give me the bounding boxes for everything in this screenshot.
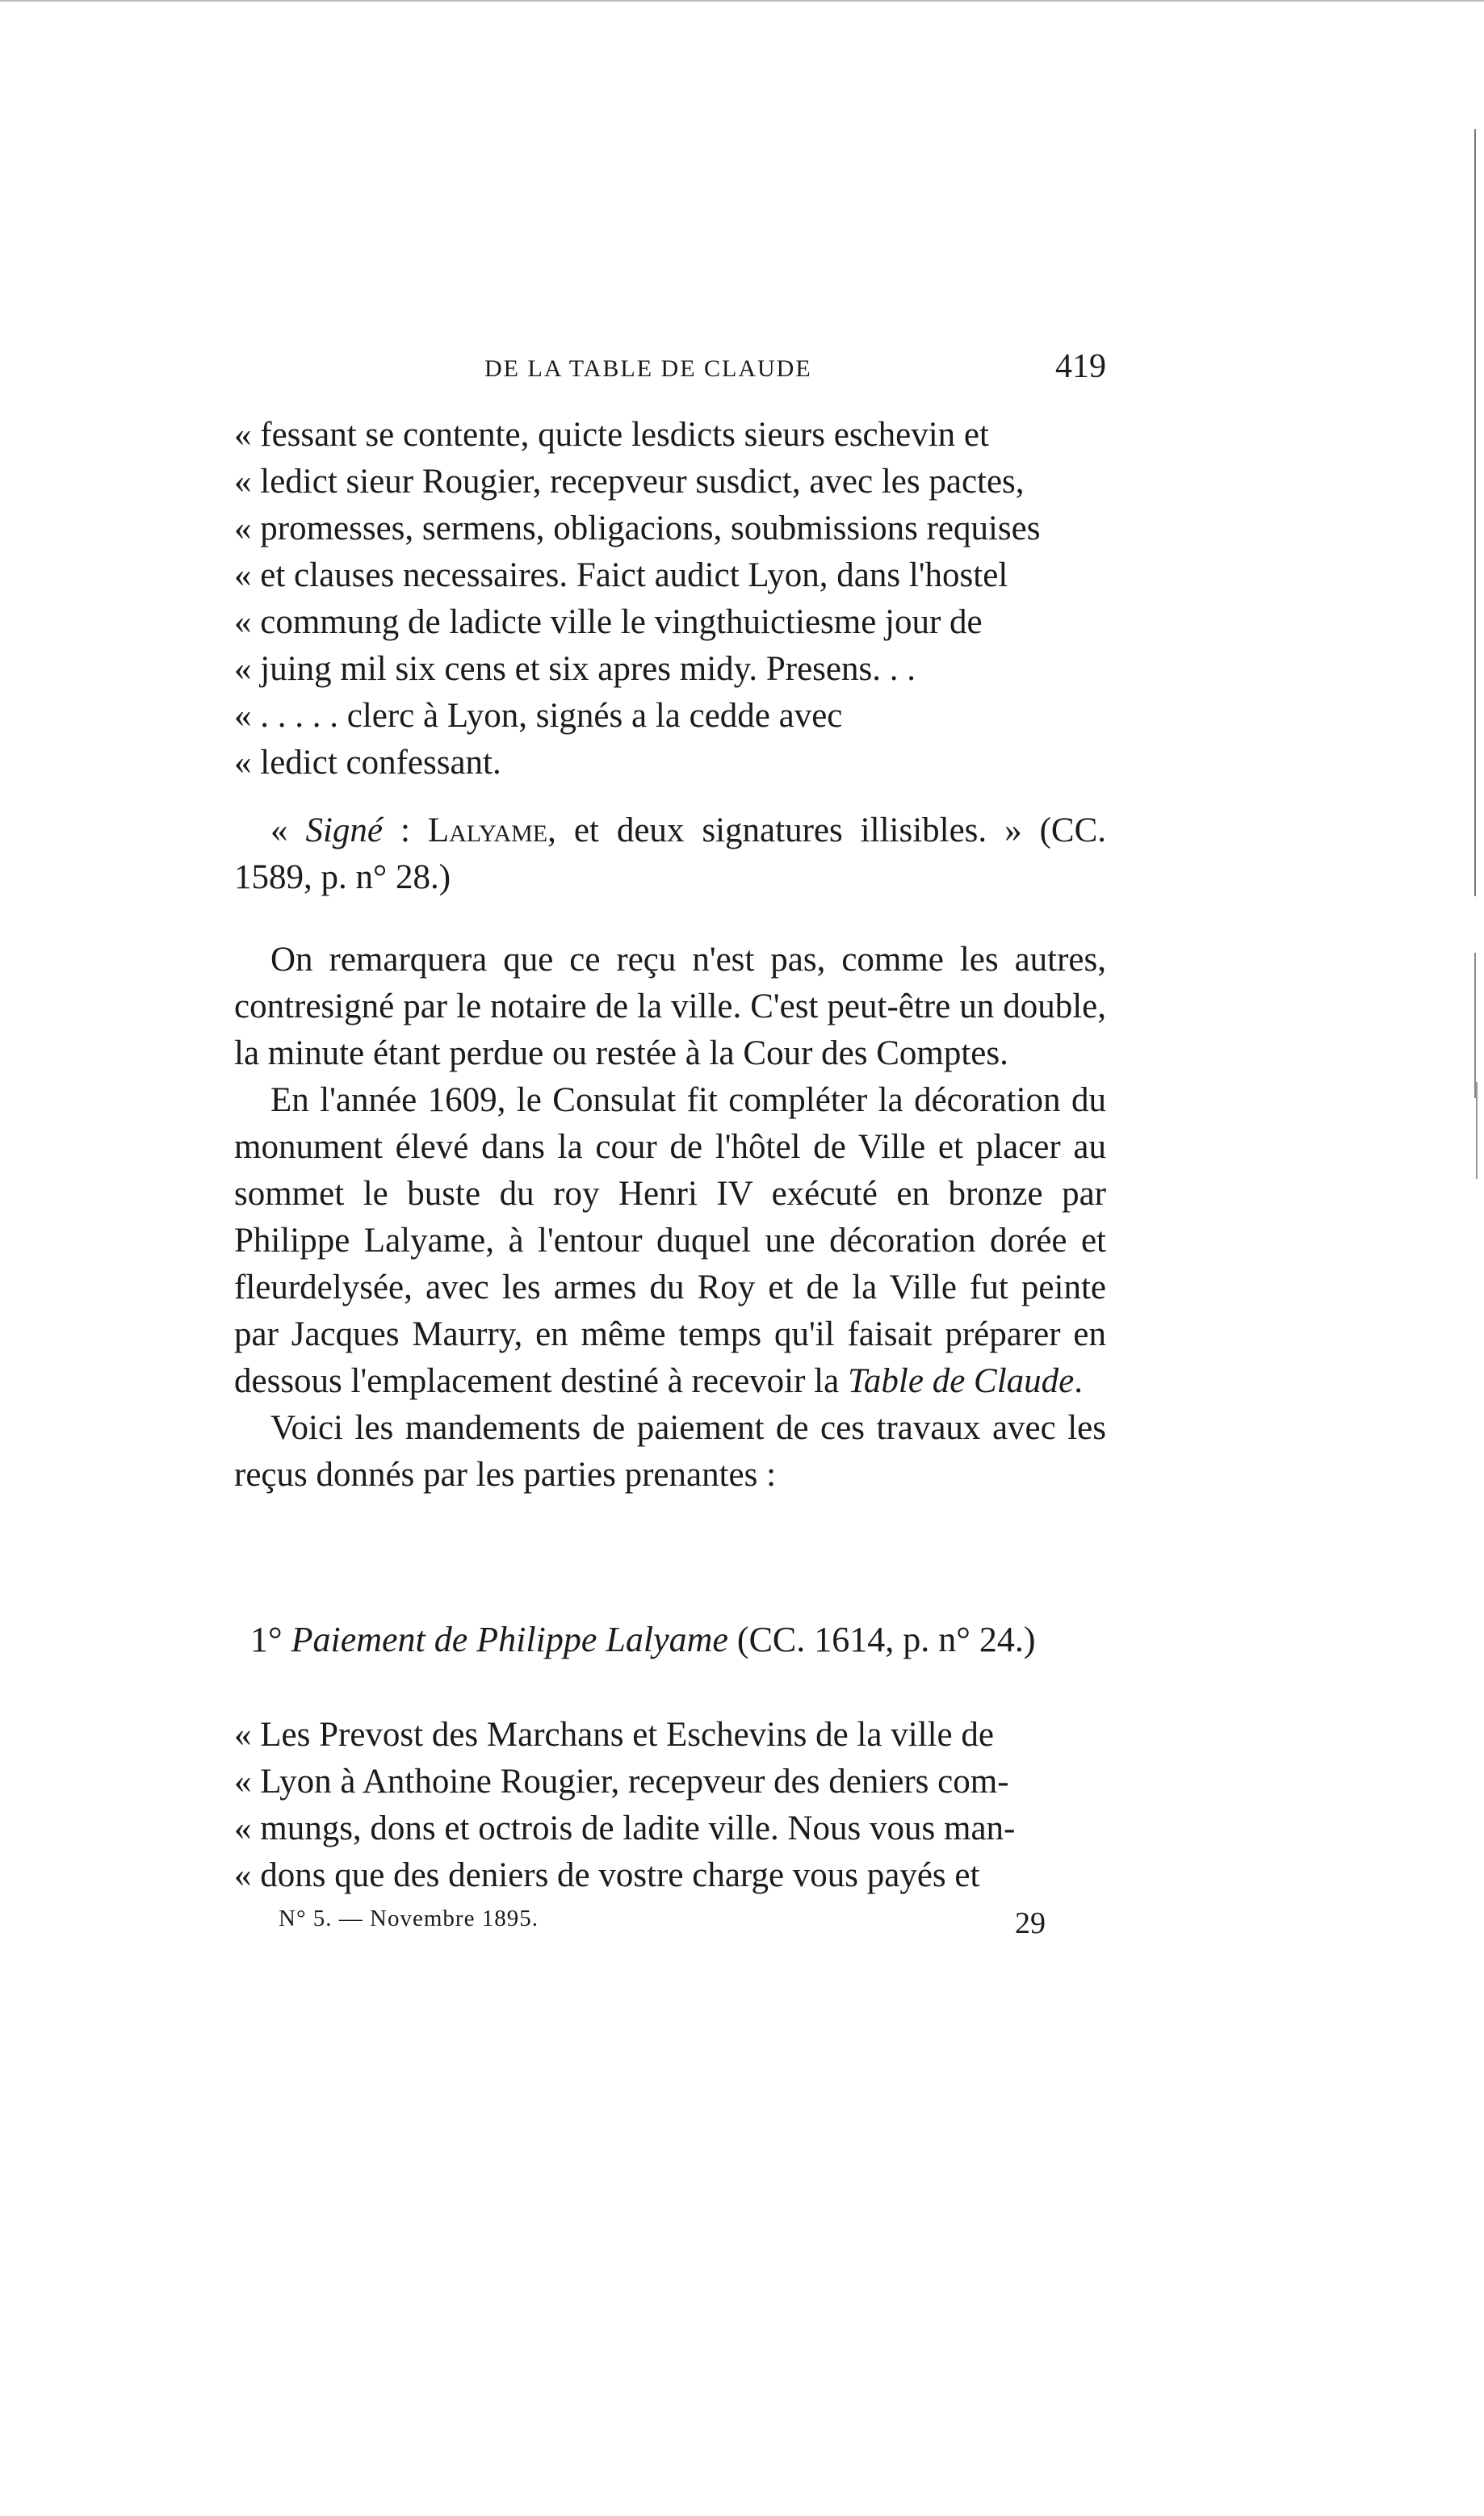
signature-mark: 29 — [1015, 1906, 1046, 1940]
running-title: DE LA TABLE DE CLAUDE — [484, 355, 812, 382]
paragraph-consulat: En l'année 1609, le Consulat fit compléter la décoration du monument élevé dans la cour de l'hôtel de Ville et placer au sommet le buste du roy Henri IV exécuté en bronze par Philippe Lalyame, à l'entour duquel une décoration dorée et fleurdelysée, avec les armes du Roy et de la Ville fut peinte par Jacques Maurry, en même temps qu'il faisait préparer en dessous l'emplacement destiné à recevoir la Table de Claude. — [234, 1081, 1106, 1400]
running-header — [234, 347, 1106, 396]
signe-label: Signé — [305, 811, 384, 849]
scan-right-edge-1 — [1474, 129, 1476, 896]
signature-note: « Signé : Lalyame, et deux signatures illisibles. » (CC. 1589, p. n° 28.) — [234, 811, 1107, 896]
quote-line: « juing mil six cens et six apres midy. Presens. . . — [234, 650, 916, 688]
scan-right-edge-2 — [1474, 953, 1476, 1098]
section-heading: 1° Paiement de Philippe Lalyame (CC. 1614, p. n° 24.) — [250, 1620, 1036, 1659]
body-text — [234, 937, 1106, 1499]
scan-right-edge-3 — [1476, 1082, 1478, 1179]
quote-line: « . . . . . clerc à Lyon, signés a la cedde avec — [234, 697, 843, 735]
paragraph-mandements: Voici les mandements de paiement de ces travaux avec les reçus donnés par les parties prenantes : — [234, 1409, 1106, 1494]
table-de-claude-title: Table de Claude — [847, 1362, 1075, 1400]
quote-line: « ledict confessant. — [234, 744, 501, 782]
quote-line: « fessant se contente, quicte lesdicts sieurs eschevin et — [234, 416, 989, 454]
issue-info: N° 5. — Novembre 1895. — [279, 1906, 539, 1931]
quote-line: « Lyon à Anthoine Rougier, recepveur des deniers com- — [234, 1763, 1009, 1801]
quote-line: « commung de ladicte ville le vingthuictiesme jour de — [234, 603, 983, 641]
quote-line: « Les Prevost des Marchans et Eschevins de la ville de — [234, 1716, 994, 1754]
signatory-name: Lalyame — [427, 811, 548, 849]
page-number: 419 — [1055, 348, 1106, 385]
quoted-text-block-2 — [234, 1712, 1106, 1899]
scan-top-edge — [0, 0, 1484, 2]
quote-line: « promesses, sermens, obligacions, soubmissions requises — [234, 509, 1041, 547]
paragraph-recu: On remarquera que ce reçu n'est pas, comme les autres, contresigné par le notaire de la ville. C'est peut-être un double, la minute étant perdue ou restée à la Cour des Comptes. — [234, 941, 1106, 1072]
quoted-text-block-1 — [234, 412, 1106, 786]
section-heading-title: Paiement de Philippe Lalyame — [291, 1620, 728, 1659]
quote-line: « dons que des deniers de vostre charge vous payés et — [234, 1856, 980, 1894]
quote-line: « mungs, dons et octrois de ladite ville. Nous vous man- — [234, 1809, 1016, 1847]
quote-line: « et clauses necessaires. Faict audict Lyon, dans l'hostel — [234, 556, 1008, 594]
quote-line: « ledict sieur Rougier, recepveur susdict, avec les pactes, — [234, 463, 1025, 501]
